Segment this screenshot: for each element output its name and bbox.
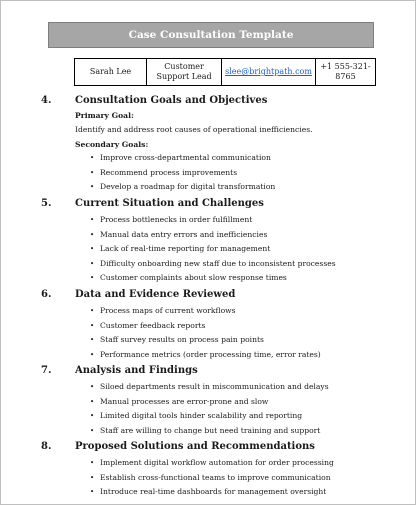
contact-role: Customer Support Lead: [147, 59, 222, 86]
section-heading: [41, 195, 401, 211]
list-item: • Process bottlenecks in order fulfillment: [90, 215, 253, 224]
primary-goal-label: Primary Goal:: [75, 111, 134, 120]
section-title: Consultation Goals and Objectives: [75, 94, 268, 106]
bullet-icon: •: [90, 473, 95, 482]
bullet-icon: •: [90, 274, 95, 282]
bullet-icon: •: [90, 245, 95, 253]
contact-email-cell: [222, 59, 316, 86]
section-number: 5.: [41, 197, 52, 209]
section-number: 4.: [41, 94, 52, 106]
list-item: • Customer feedback reports: [90, 320, 206, 330]
list-item: • Implement digital workflow automation for order processing: [90, 458, 334, 467]
bullet-list: [41, 306, 401, 364]
list-item: • Staff are willing to change but need training and support: [90, 425, 321, 435]
section-title: Analysis and Findings: [75, 364, 198, 376]
bullet-icon: •: [90, 426, 95, 435]
list-item: • Introduce real-time dashboards for management oversight: [90, 487, 327, 496]
bullet-icon: •: [90, 459, 95, 467]
list-item: • Develop a roadmap for digital transformation: [90, 182, 276, 191]
bullet-list: [41, 458, 401, 502]
bullet-list: [41, 153, 401, 197]
list-item: • Performance metrics (order processing time, error rates): [90, 349, 321, 359]
bullet-icon: •: [90, 397, 95, 406]
list-item: • Limited digital tools hinder scalability and reporting: [90, 411, 303, 420]
contact-name: Sarah Lee: [75, 59, 147, 86]
list-item: • Difficulty onboarding new staff due to inconsistent processes: [90, 258, 336, 268]
section-title: Proposed Solutions and Recommendations: [75, 440, 315, 452]
section-heading: [41, 362, 401, 378]
bullet-icon: •: [90, 412, 95, 420]
bullet-icon: •: [90, 154, 95, 162]
section-title: Data and Evidence Reviewed: [75, 288, 236, 300]
bullet-icon: •: [90, 183, 95, 191]
bullet-icon: •: [90, 383, 95, 391]
list-item: • Manual data entry errors and inefficiencies: [90, 229, 268, 239]
section-data-evidence: [41, 286, 401, 364]
bullet-icon: •: [90, 259, 95, 268]
secondary-goals-label: Secondary Goals:: [75, 140, 149, 149]
section-consultation-goals: [41, 92, 401, 197]
section-analysis-findings: [41, 362, 401, 440]
list-item: • Staff survey results on process pain points: [90, 335, 264, 344]
section-heading: [41, 92, 401, 108]
section-number: 6.: [41, 288, 52, 300]
section-proposed-solutions: [41, 438, 401, 502]
list-item: • Lack of real-time reporting for management: [90, 244, 271, 253]
section-heading: [41, 438, 401, 454]
section-number: 7.: [41, 364, 52, 376]
contact-table: [74, 58, 376, 86]
contact-row: [75, 59, 376, 86]
bullet-list: [41, 382, 401, 440]
list-item: • Recommend process improvements: [90, 167, 238, 177]
list-item: • Customer complaints about slow response times: [90, 273, 287, 282]
contact-email-link[interactable]: slee@brightpath.com: [225, 67, 312, 76]
list-item: • Establish cross-functional teams to improve communication: [90, 472, 331, 482]
section-title: Current Situation and Challenges: [75, 197, 264, 209]
bullet-icon: •: [90, 350, 95, 359]
bullet-list: [41, 215, 401, 288]
list-item: • Siloed departments result in miscommunication and delays: [90, 382, 329, 391]
list-item: • Manual processes are error-prone and slow: [90, 396, 269, 406]
section-current-situation: [41, 195, 401, 288]
primary-goal-text: Identify and address root causes of operational inefficiencies.: [75, 125, 313, 134]
document-title: Case Consultation Template: [48, 22, 374, 48]
bullet-icon: •: [90, 336, 95, 344]
list-item: • Process maps of current workflows: [90, 306, 236, 315]
bullet-icon: •: [90, 216, 95, 224]
bullet-icon: •: [90, 230, 95, 239]
contact-phone: +1 555-321-8765: [315, 59, 375, 86]
section-number: 8.: [41, 440, 52, 452]
bullet-icon: •: [90, 168, 95, 177]
section-heading: [41, 286, 401, 302]
bullet-icon: •: [90, 488, 95, 496]
list-item: • Improve cross-departmental communication: [90, 153, 271, 162]
bullet-icon: •: [90, 321, 95, 330]
bullet-icon: •: [90, 307, 95, 315]
